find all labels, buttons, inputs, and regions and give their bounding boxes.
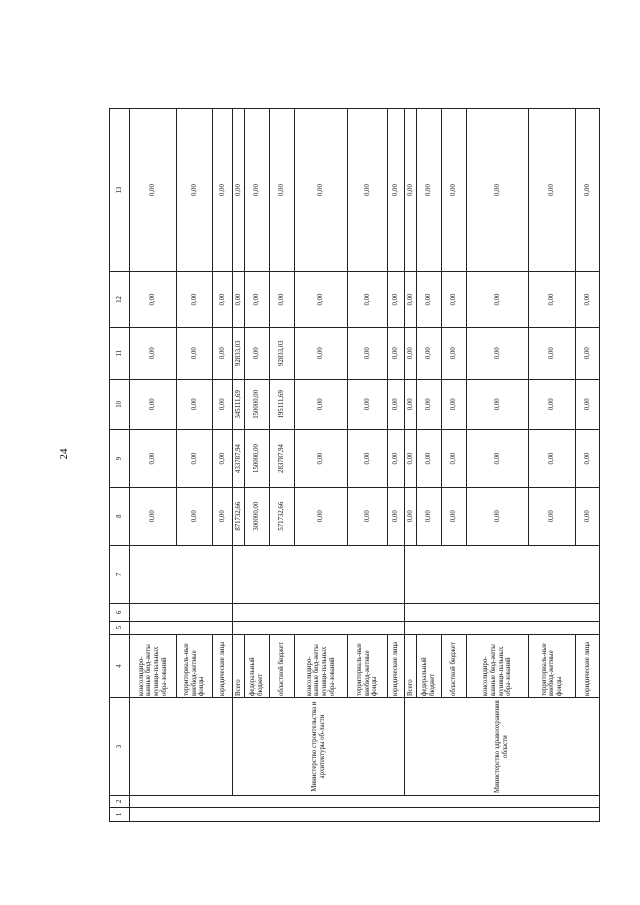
value-col13: 0,00 [417, 109, 442, 272]
value-col8: 0,00 [467, 487, 529, 545]
value-col9: 0,00 [467, 430, 529, 488]
budget-table [109, 108, 600, 822]
value-col9: 283787,94 [270, 430, 295, 488]
value-col12: 0,00 [529, 272, 576, 328]
value-col10: 0,00 [177, 379, 213, 430]
col-header: 2 [110, 795, 130, 807]
value-col11: 92833,03 [270, 327, 295, 379]
cell-col6 [233, 604, 405, 621]
value-col10: 0,00 [295, 379, 348, 430]
funding-source: Всего [233, 634, 245, 698]
value-col8: 0,00 [348, 487, 388, 545]
funding-source: территориаль-ные внебюд-жетные фонды [177, 634, 213, 698]
cell-col6 [130, 604, 233, 621]
col-header: 11 [110, 327, 130, 379]
value-col11: 0,00 [213, 327, 233, 379]
value-col10: 0,00 [529, 379, 576, 430]
col-header: 3 [110, 698, 130, 795]
value-col9: 0,00 [388, 430, 405, 488]
value-col12: 0,00 [417, 272, 442, 328]
cell-col6 [405, 604, 600, 621]
col-header: 9 [110, 430, 130, 488]
value-col11: 0,00 [388, 327, 405, 379]
funding-source: Всего [405, 634, 417, 698]
table-row [233, 109, 245, 822]
value-col11: 0,00 [442, 327, 467, 379]
value-col11: 0,00 [529, 327, 576, 379]
cell-col7 [233, 545, 405, 604]
value-col9: 0,00 [442, 430, 467, 488]
value-col11: 0,00 [245, 327, 270, 379]
value-col9: 150000,00 [245, 430, 270, 488]
funding-source: юридические лица [213, 634, 233, 698]
value-col9: 0,00 [405, 430, 417, 488]
value-col11: 92833,03 [233, 327, 245, 379]
value-col13: 0,00 [245, 109, 270, 272]
value-col12: 0,00 [233, 272, 245, 328]
funding-source: федеральный бюджет [417, 634, 442, 698]
value-col13: 0,00 [405, 109, 417, 272]
cell-col3 [130, 698, 233, 795]
col-header: 4 [110, 634, 130, 698]
value-col12: 0,00 [348, 272, 388, 328]
value-col9: 0,00 [576, 430, 600, 488]
value-col10: 0,00 [405, 379, 417, 430]
value-col9: 0,00 [295, 430, 348, 488]
value-col13: 0,00 [467, 109, 529, 272]
ministry-health: Министерство здравоохранения области [405, 698, 600, 795]
value-col8: 0,00 [576, 487, 600, 545]
value-col9: 0,00 [417, 430, 442, 488]
value-col11: 0,00 [467, 327, 529, 379]
value-col11: 0,00 [295, 327, 348, 379]
value-col13: 0,00 [295, 109, 348, 272]
value-col10: 0,00 [467, 379, 529, 430]
value-col13: 0,00 [442, 109, 467, 272]
value-col13: 0,00 [576, 109, 600, 272]
value-col8: 0,00 [130, 487, 177, 545]
value-col12: 0,00 [130, 272, 177, 328]
value-col10: 0,00 [213, 379, 233, 430]
value-col10: 0,00 [417, 379, 442, 430]
col-header: 8 [110, 487, 130, 545]
value-col13: 0,00 [388, 109, 405, 272]
column-number-row [110, 109, 130, 822]
value-col8: 300000,00 [245, 487, 270, 545]
value-col11: 0,00 [576, 327, 600, 379]
value-col9: 433787,94 [233, 430, 245, 488]
value-col9: 0,00 [529, 430, 576, 488]
value-col10: 345111,69 [233, 379, 245, 430]
value-col10: 0,00 [388, 379, 405, 430]
value-col11: 0,00 [417, 327, 442, 379]
col-header: 6 [110, 604, 130, 621]
value-col12: 0,00 [442, 272, 467, 328]
value-col11: 0,00 [130, 327, 177, 379]
value-col12: 0,00 [245, 272, 270, 328]
value-col13: 0,00 [233, 109, 245, 272]
budget-table-rotated [109, 108, 589, 822]
value-col8: 0,00 [295, 487, 348, 545]
value-col12: 0,00 [467, 272, 529, 328]
funding-source: областной бюджет [442, 634, 467, 698]
col-header: 1 [110, 807, 130, 821]
value-col8: 0,00 [529, 487, 576, 545]
funding-source: федеральный бюджет [245, 634, 270, 698]
value-col8: 0,00 [177, 487, 213, 545]
table-row [405, 109, 417, 822]
value-col9: 0,00 [130, 430, 177, 488]
value-col10: 0,00 [576, 379, 600, 430]
cell-col7 [405, 545, 600, 604]
value-col12: 0,00 [295, 272, 348, 328]
value-col10: 195111,69 [270, 379, 295, 430]
cell-col2 [130, 795, 600, 807]
value-col12: 0,00 [177, 272, 213, 328]
value-col9: 0,00 [213, 430, 233, 488]
ministry-construction: Министерство строительства и архитектуры об-ласти [233, 698, 405, 795]
col-header: 7 [110, 545, 130, 604]
value-col13: 0,00 [177, 109, 213, 272]
value-col8: 0,00 [405, 487, 417, 545]
value-col13: 0,00 [213, 109, 233, 272]
value-col12: 0,00 [576, 272, 600, 328]
funding-source: юридические лица [388, 634, 405, 698]
value-col8: 0,00 [417, 487, 442, 545]
cell-col1 [130, 807, 600, 821]
funding-source: юридические лица [576, 634, 600, 698]
value-col10: 0,00 [130, 379, 177, 430]
table-row [130, 109, 177, 822]
col-header: 13 [110, 109, 130, 272]
col-header: 10 [110, 379, 130, 430]
value-col9: 0,00 [348, 430, 388, 488]
value-col10: 0,00 [348, 379, 388, 430]
value-col11: 0,00 [177, 327, 213, 379]
value-col13: 0,00 [270, 109, 295, 272]
cell-col7 [130, 545, 233, 604]
value-col12: 0,00 [405, 272, 417, 328]
value-col11: 0,00 [405, 327, 417, 379]
value-col8: 571732,66 [270, 487, 295, 545]
funding-source: областной бюджет [270, 634, 295, 698]
value-col12: 0,00 [388, 272, 405, 328]
value-col13: 0,00 [348, 109, 388, 272]
value-col8: 0,00 [442, 487, 467, 545]
value-col8: 0,00 [213, 487, 233, 545]
col-header: 12 [110, 272, 130, 328]
value-col10: 150000,00 [245, 379, 270, 430]
value-col10: 0,00 [442, 379, 467, 430]
value-col9: 0,00 [177, 430, 213, 488]
funding-source: территориаль-ные внебюд-жетные фонды [348, 634, 388, 698]
funding-source: территориаль-ные внебюд-жетные фонды [529, 634, 576, 698]
value-col13: 0,00 [529, 109, 576, 272]
funding-source: консолидиро-ванные бюд-жеты муници-пальных обра-зований [130, 634, 177, 698]
value-col11: 0,00 [348, 327, 388, 379]
col-header: 5 [110, 621, 130, 634]
value-col8: 0,00 [388, 487, 405, 545]
value-col13: 0,00 [130, 109, 177, 272]
page-number: 24 [58, 448, 70, 460]
cell-col5 [130, 621, 233, 634]
cell-col5 [405, 621, 600, 634]
value-col12: 0,00 [270, 272, 295, 328]
cell-col5 [233, 621, 405, 634]
funding-source: консолидиро-ванные бюд-жеты муници-пальных обра-зований [467, 634, 529, 698]
value-col12: 0,00 [213, 272, 233, 328]
value-col8: 871732,66 [233, 487, 245, 545]
funding-source: консолидиро-ванные бюд-жеты муници-пальных обра-зований [295, 634, 348, 698]
